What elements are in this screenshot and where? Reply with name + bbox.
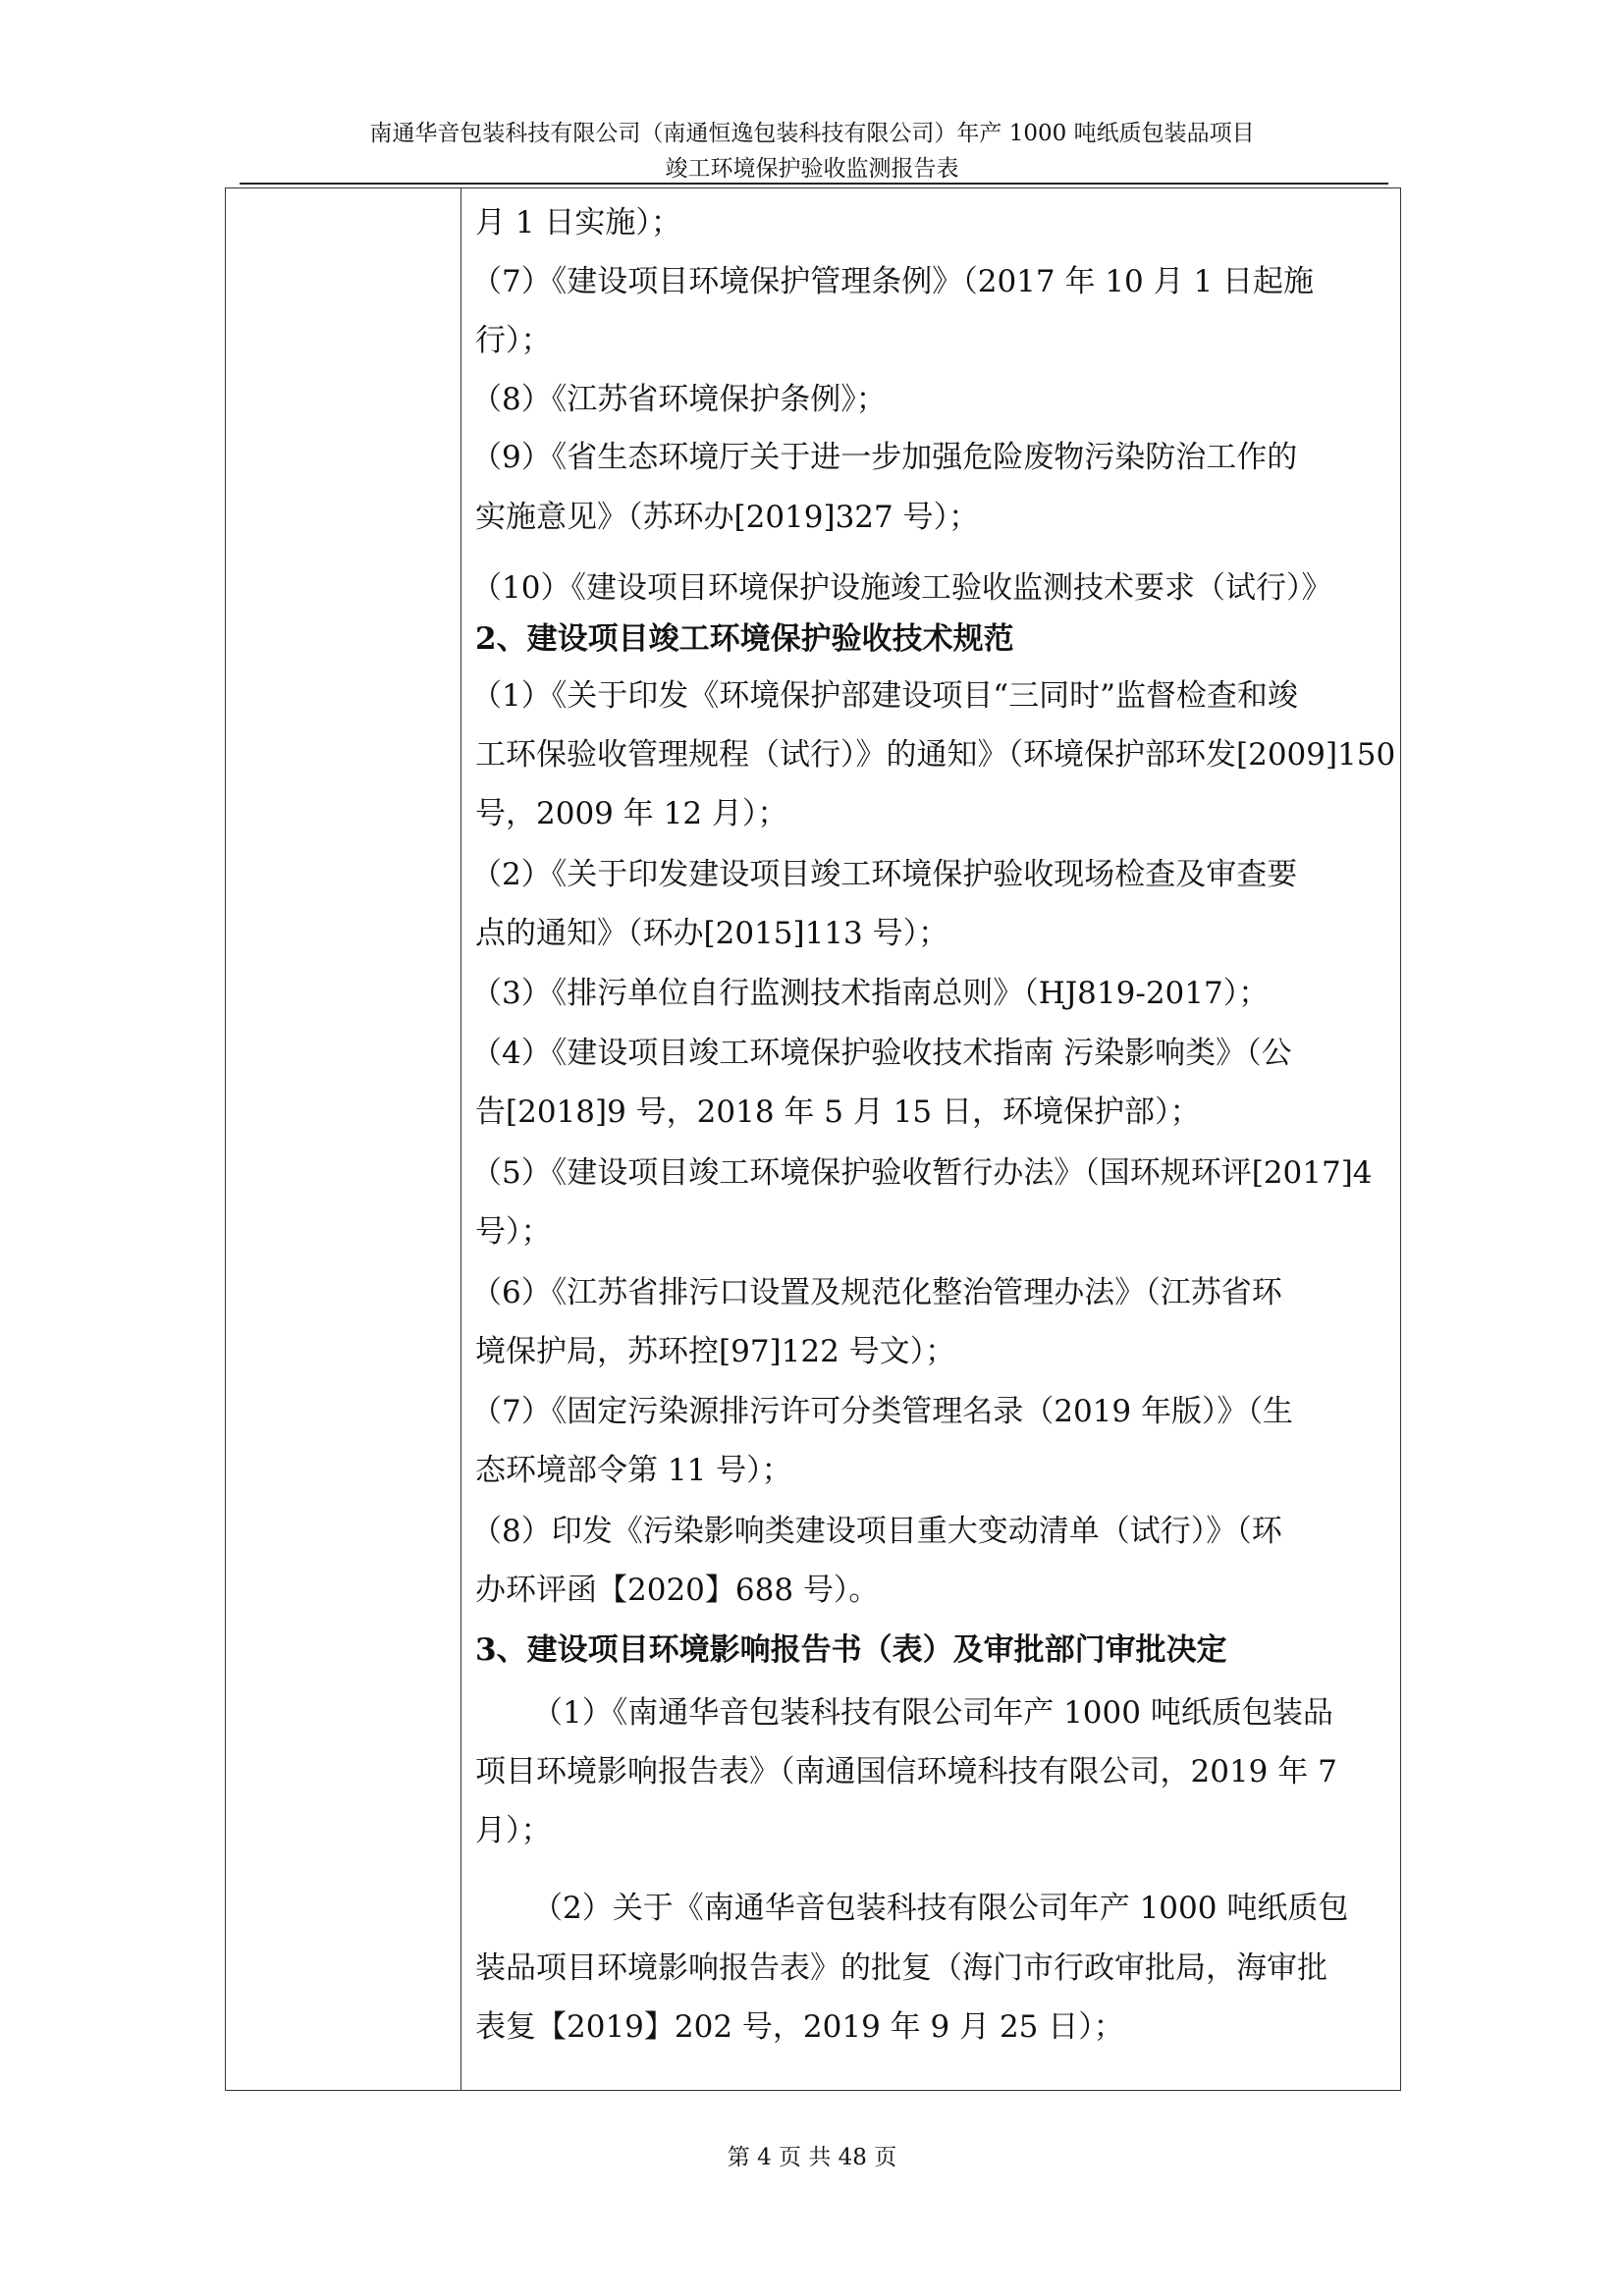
table-content-cell (461, 188, 1400, 2090)
text-line: （2）《关于印发建设项目竣工环境保护验收现场检查及审查要 (471, 857, 1298, 892)
text-line: （9）《省生态环境厅关于进一步加强危险废物污染防治工作的 (471, 440, 1298, 475)
text-line: 项目环境影响报告表》（南通国信环境科技有限公司，2019 年 7 (475, 1754, 1337, 1789)
text-line: 工环保验收管理规程（试行）》的通知》（环境保护部环发[2009]150 (475, 737, 1396, 773)
text-line: （10）《建设项目环境保护设施竣工验收监测技术要求（试行）》 (471, 570, 1332, 606)
text-line: 表复【2019】202 号，2019 年 9 月 25 日）； (475, 2009, 1124, 2045)
text-line: 月）； (475, 1813, 552, 1848)
text-line: （5）《建设项目竣工环境保护验收暂行办法》（国环规环评[2017]4 (471, 1155, 1373, 1191)
text-line: 号）； (475, 1214, 552, 1250)
text-line: （8）《江苏省环境保护条例》； (471, 382, 887, 417)
text-line: （8）印发《污染影响类建设项目重大变动清单（试行）》（环 (471, 1514, 1282, 1549)
text-line: （4）《建设项目竣工环境保护验收技术指南 污染影响类》（公 (471, 1036, 1292, 1071)
text-line: （7）《建设项目环境保护管理条例》（2017 年 10 月 1 日起施 (471, 264, 1315, 299)
section-heading: 3、建设项目环境影响报告书（表）及审批部门审批决定 (475, 1632, 1227, 1668)
text-line: 态环境部令第 11 号）； (475, 1453, 792, 1488)
text-line: 装品项目环境影响报告表》的批复（海门市行政审批局，海审批 (475, 1950, 1327, 1986)
text-line: （1）《关于印发《环境保护部建设项目“三同时”监督检查和竣 (471, 678, 1298, 714)
text-line: 月 1 日实施）； (475, 205, 681, 240)
content-table (225, 187, 1401, 2091)
header-title-line1: 南通华音包装科技有限公司（南通恒逸包装科技有限公司）年产 1000 吨纸质包装品项目 (369, 121, 1255, 146)
text-line: 办环评函【2020】688 号）。 (475, 1573, 880, 1608)
text-line: 实施意见》（苏环办[2019]327 号）； (475, 500, 980, 535)
header-title-line2: 竣工环境保护验收监测报告表 (665, 156, 959, 182)
page-footer: 第 4 页 共 48 页 (727, 2145, 897, 2170)
page-header (0, 116, 1624, 187)
text-line: 号，2009 年 12 月）； (475, 796, 788, 831)
text-line: （1）《南通华音包装科技有限公司年产 1000 吨纸质包装品 (532, 1695, 1333, 1731)
text-line: （2）关于《南通华音包装科技有限公司年产 1000 吨纸质包 (532, 1891, 1349, 1926)
header-divider (240, 183, 1388, 185)
text-line: （7）《固定污染源排污许可分类管理名录（2019 年版）》（生 (471, 1394, 1293, 1429)
text-line: 境保护局，苏环控[97]122 号文）； (475, 1334, 956, 1369)
text-line: （6）《江苏省排污口设置及规范化整治管理办法》（江苏省环 (471, 1275, 1282, 1310)
text-line: 告[2018]9 号，2018 年 5 月 15 日，环境保护部）； (475, 1095, 1201, 1130)
section-heading: 2、建设项目竣工环境保护验收技术规范 (475, 621, 1014, 657)
text-line: （3）《排污单位自行监测技术指南总则》（HJ819-2017）； (471, 976, 1270, 1011)
text-line: 行）； (475, 323, 552, 358)
text-line: 点的通知》（环办[2015]113 号）； (475, 916, 949, 951)
table-label-cell (226, 188, 461, 2090)
